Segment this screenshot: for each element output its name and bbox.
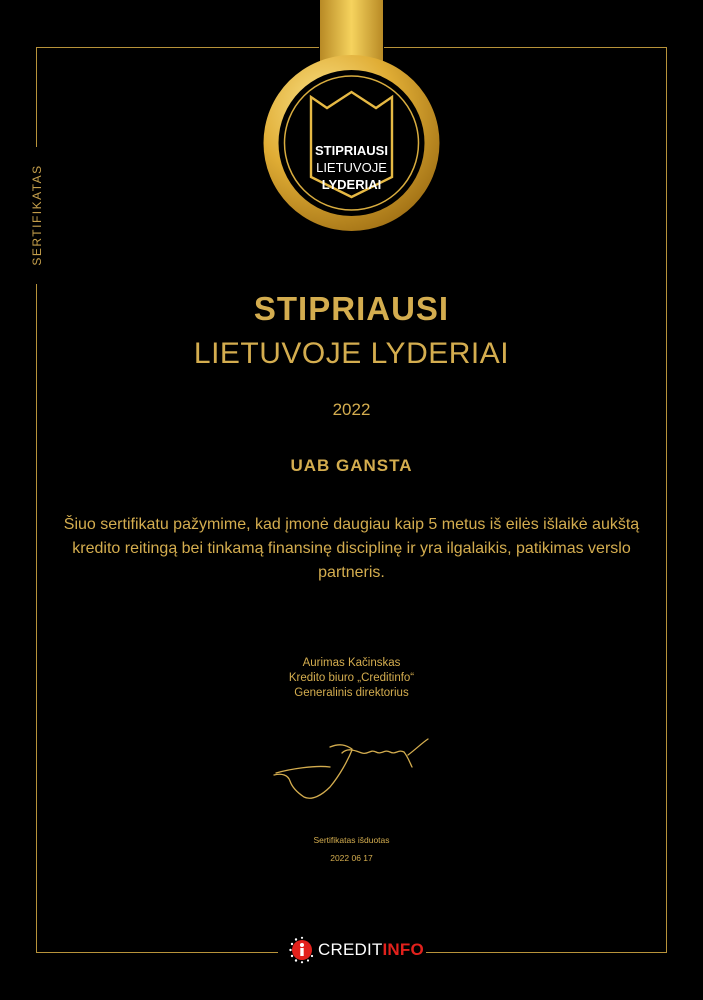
badge-line-2: LIETUVOJE <box>316 160 387 175</box>
issued-label: Sertifikatas išduotas <box>313 835 390 845</box>
logo-text-info: INFO <box>382 940 424 959</box>
company-name: UAB GANSTA <box>290 456 413 475</box>
frame-line-bottom-left <box>36 952 278 953</box>
handwritten-signature <box>270 735 435 805</box>
signer-role: Generalinis direktorius <box>294 687 409 699</box>
logo-text-credit: CREDIT <box>318 940 383 959</box>
creditinfo-logo-icon <box>288 936 316 964</box>
frame-line-left-upper <box>36 47 37 147</box>
creditinfo-logo <box>288 931 424 969</box>
certificate-title: STIPRIAUSI <box>253 290 450 327</box>
badge-line-3: LYDERIAI <box>321 177 382 192</box>
award-medal <box>253 0 450 235</box>
side-label: SERTIFIKATAS <box>30 164 44 266</box>
frame-line-bottom-right <box>426 952 667 953</box>
certificate-year: 2022 <box>332 400 371 419</box>
issued-date: 2022 06 17 <box>330 853 373 863</box>
creditinfo-wordmark <box>318 940 424 960</box>
signer-organization: Kredito biuro „Creditinfo“ <box>288 672 415 684</box>
frame-line-right <box>666 47 667 953</box>
signer-block <box>0 656 703 701</box>
signer-name: Aurimas Kačinskas <box>302 657 401 669</box>
certificate-statement: Šiuo sertifikatu pažymime, kad įmonė daugiau kaip 5 metus iš eilės išlaikė aukštą kredito reitingą bei tinkamą finansinę disciplinę ir yra ilgalaikis, patikimas verslo partneris. <box>63 516 640 581</box>
certificate-subtitle: LIETUVOJE LYDERIAI <box>193 337 510 370</box>
badge-line-1: STIPRIAUSI <box>315 143 388 158</box>
